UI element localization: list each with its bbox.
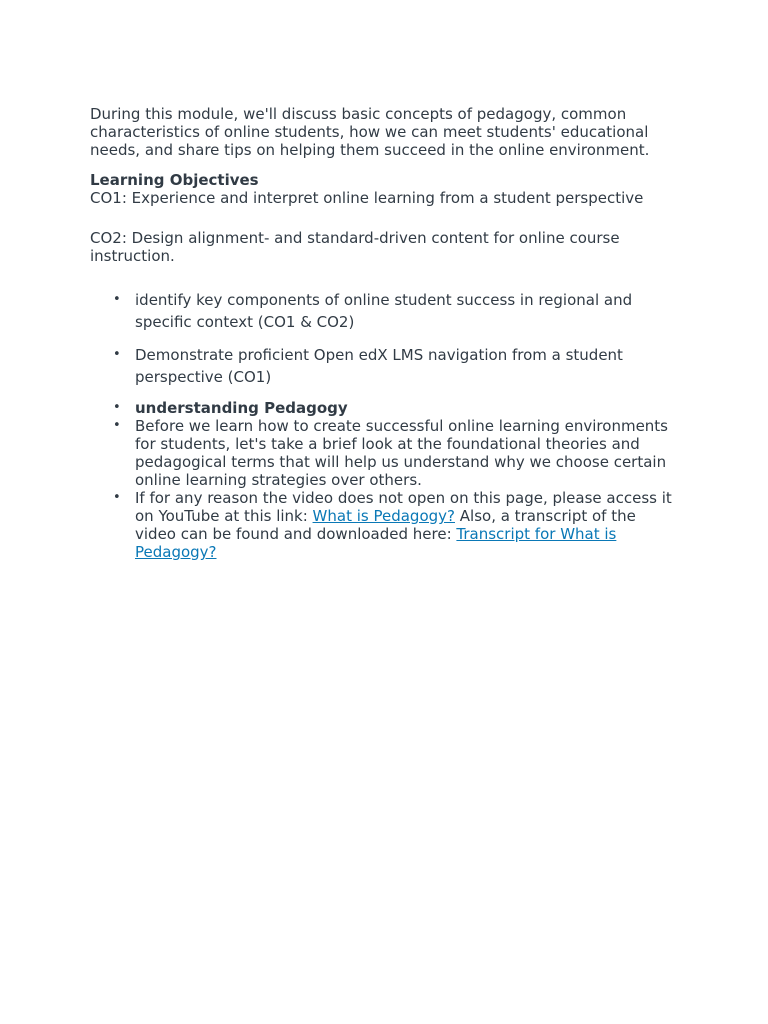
outcome-text: identify key components of online student success in regional and specific context (CO1 & CO2) (135, 291, 633, 331)
list-item (113, 489, 678, 561)
module-intro: During this module, we'll discuss basic concepts of pedagogy, common characteristics of online students, how we can meet students' educational needs, and share tips on helping them succeed in the online environment. (90, 105, 650, 159)
pedagogy-heading: understanding Pedagogy (135, 399, 348, 417)
course-objective-co2: CO2: Design alignment- and standard-driven content for online course instruction. (90, 229, 620, 265)
learning-objectives-heading: Learning Objectives (90, 171, 259, 189)
course-objective-co1: CO1: Experience and interpret online learning from a student perspective (90, 189, 644, 207)
bullet-icon: • (113, 400, 121, 415)
list-item (113, 289, 678, 333)
bullet-icon: • (113, 292, 121, 307)
video-note-prefix: If for any reason the video does not open on this page, please access it on YouTube at this link: (135, 489, 672, 525)
list-item (113, 344, 678, 388)
bullet-icon: • (113, 418, 121, 433)
bullet-icon: • (113, 347, 121, 362)
outcomes-list (90, 289, 678, 388)
video-note-middle: Also, a transcript of the video can be found and downloaded here: (135, 507, 636, 543)
video-note (135, 489, 672, 561)
pedagogy-description: Before we learn how to create successful online learning environments for students, let's take a brief look at the foundational theories and pedagogical terms that will help us understand why we choose certain online learning strategies over others. (135, 417, 668, 489)
list-item (113, 399, 678, 417)
pedagogy-list (90, 399, 678, 561)
list-item (113, 417, 678, 489)
bullet-icon: • (113, 490, 121, 505)
what-is-pedagogy-link[interactable]: What is Pedagogy? (312, 507, 455, 525)
outcome-text: Demonstrate proficient Open edX LMS navigation from a student perspective (CO1) (135, 346, 623, 386)
transcript-link[interactable]: Transcript for What is Pedagogy? (135, 525, 617, 561)
